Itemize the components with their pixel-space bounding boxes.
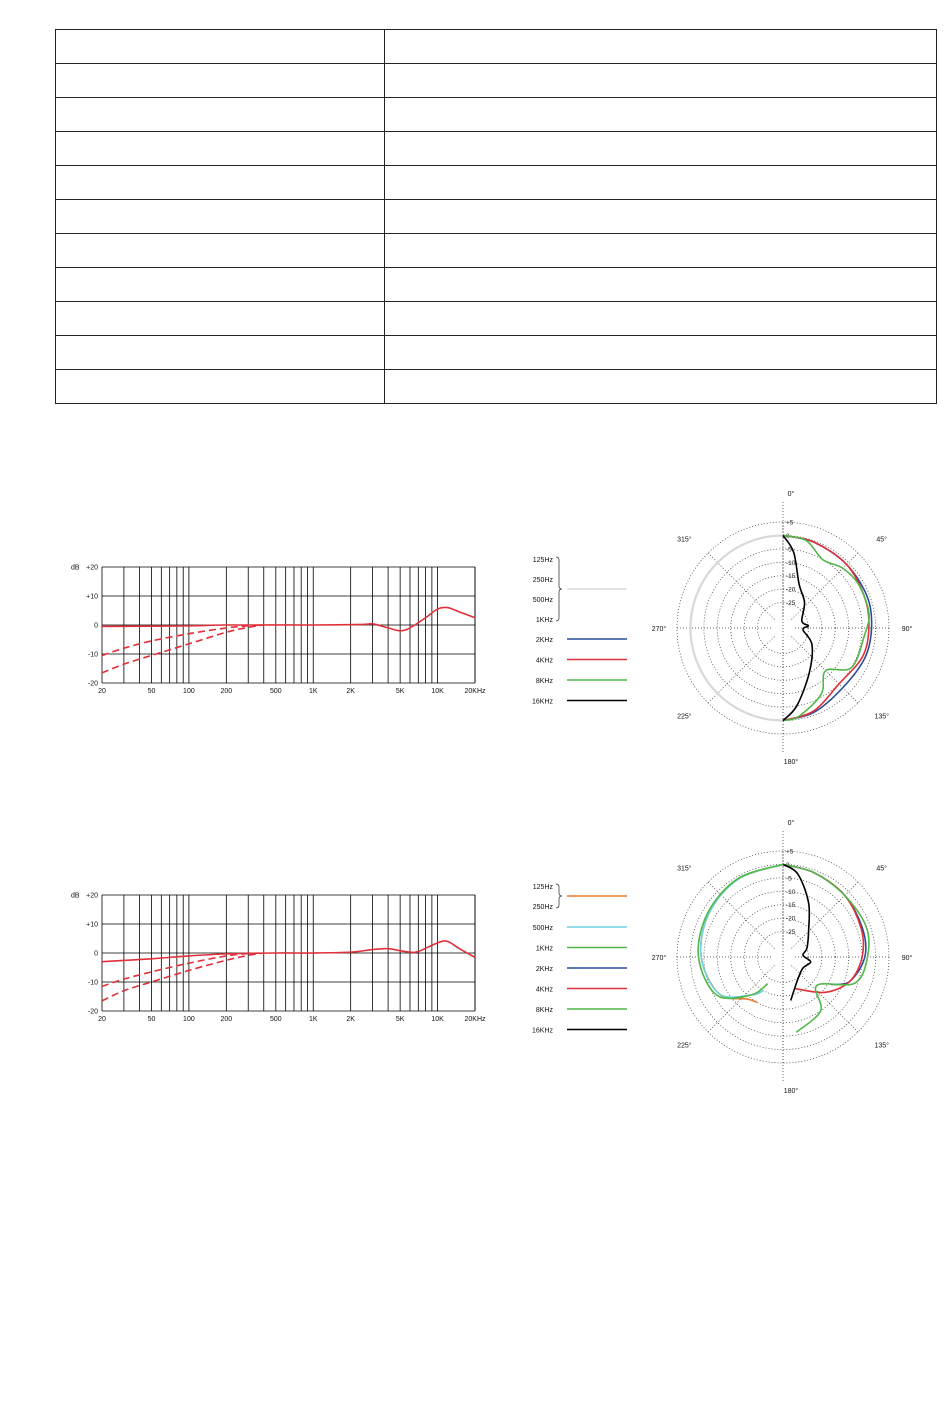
polar-curve-3 (783, 861, 866, 984)
angle-label: 225° (677, 713, 692, 721)
x-tick-label: 200 (220, 688, 233, 695)
angle-label: 180° (783, 1088, 799, 1095)
radius-tick-label: +5 (786, 848, 794, 856)
x-tick-label: 10K (431, 688, 444, 695)
x-tick-label: 1K (308, 1016, 318, 1023)
radius-tick-label: -25 (786, 929, 796, 937)
polar-pattern-chart-1 (532, 490, 913, 766)
polar-curve-1 (701, 864, 783, 997)
x-tick-label: 100 (183, 1016, 195, 1023)
x-tick-label: 10K (431, 1016, 444, 1023)
x-tick-label: 2K (346, 1016, 355, 1023)
legend-brace (556, 557, 562, 621)
angle-label: 270° (651, 626, 667, 633)
legend-label: 1KHz (535, 617, 553, 624)
radius-tick-label: -5 (786, 875, 792, 883)
angle-label: 135° (874, 1042, 889, 1050)
radius-tick-label: +5 (786, 519, 794, 527)
angle-label: 0° (787, 491, 795, 498)
response-series-0 (102, 941, 475, 962)
legend-label: 250Hz (532, 577, 553, 584)
angle-label: 315° (677, 865, 692, 873)
y-tick-label: 0 (94, 622, 98, 630)
y-tick-label: +20 (86, 892, 98, 900)
y-tick-label: +20 (86, 564, 98, 572)
x-tick-label: 1K (308, 688, 318, 695)
polar-legend (532, 557, 627, 706)
legend-label: 8KHz (535, 678, 553, 685)
radius-tick-label: -20 (786, 586, 796, 594)
radius-tick-label: -20 (786, 915, 796, 923)
angle-label: 90° (901, 626, 913, 633)
angle-label: 0° (787, 820, 795, 827)
legend-label: 8KHz (535, 1007, 553, 1014)
legend-label: 500Hz (532, 597, 553, 604)
legend-label: 1KHz (535, 945, 553, 953)
radius-tick-label: 0 (786, 532, 790, 540)
y-axis-label: dB (71, 564, 80, 572)
legend-label: 2KHz (535, 966, 553, 973)
y-tick-label: -10 (87, 979, 98, 987)
polar-pattern-chart-2 (532, 819, 913, 1095)
x-tick-label: 20KHz (464, 688, 486, 695)
x-tick-label: 20 (98, 688, 106, 695)
radius-tick-label: -10 (786, 888, 796, 896)
y-tick-label: -20 (87, 1008, 98, 1016)
polar-radial (791, 553, 857, 619)
legend-label: 2KHz (535, 637, 553, 644)
radius-tick-label: -15 (786, 902, 796, 910)
radius-tick-label: -15 (786, 573, 796, 581)
angle-label: 90° (901, 955, 913, 962)
radius-tick-label: -10 (786, 559, 796, 567)
legend-label: 125Hz (532, 884, 553, 891)
frequency-response-chart-1 (71, 565, 486, 696)
polar-legend (532, 884, 627, 1035)
angle-label: 270° (651, 955, 667, 962)
y-tick-label: +10 (86, 921, 98, 929)
x-tick-label: 200 (220, 1016, 233, 1023)
legend-brace (556, 884, 562, 908)
legend-label: 250Hz (532, 904, 553, 911)
x-tick-label: 20 (98, 1016, 106, 1023)
angle-label: 180° (783, 759, 799, 766)
legend-label: 500Hz (532, 925, 553, 932)
angle-label: 135° (874, 713, 889, 721)
y-tick-label: +10 (86, 593, 98, 601)
y-tick-label: 0 (94, 950, 98, 958)
x-tick-label: 50 (147, 688, 156, 695)
frequency-response-chart-2 (71, 893, 486, 1024)
x-tick-label: 100 (183, 688, 195, 695)
legend-label: 125Hz (532, 557, 553, 564)
radius-tick-label: -5 (786, 546, 792, 554)
polar-curve-0 (701, 864, 783, 1002)
x-tick-label: 20KHz (464, 1016, 486, 1023)
response-series-0 (102, 607, 475, 630)
angle-label: 315° (677, 536, 692, 544)
x-tick-label: 500 (269, 1016, 282, 1023)
radius-tick-label: -25 (786, 600, 796, 608)
x-tick-label: 5K (395, 1016, 405, 1023)
legend-label: 16KHz (531, 698, 553, 706)
x-tick-label: 5K (395, 688, 405, 695)
x-tick-label: 500 (269, 688, 282, 695)
polar-radial (708, 882, 774, 948)
polar-radial (791, 965, 857, 1031)
legend-label: 16KHz (531, 1027, 553, 1035)
angle-label: 45° (876, 865, 887, 873)
angle-label: 45° (876, 536, 887, 544)
polar-curve-5 (783, 861, 869, 1032)
legend-label: 4KHz (535, 657, 553, 665)
radius-tick-label: 0 (786, 861, 790, 869)
y-tick-label: -10 (87, 651, 98, 659)
angle-label: 225° (677, 1042, 692, 1050)
polar-radial (791, 882, 857, 948)
y-axis-label: dB (71, 892, 80, 900)
x-tick-label: 50 (147, 1016, 156, 1023)
y-tick-label: -20 (87, 680, 98, 688)
x-tick-label: 2K (346, 688, 355, 695)
legend-label: 4KHz (535, 986, 553, 994)
